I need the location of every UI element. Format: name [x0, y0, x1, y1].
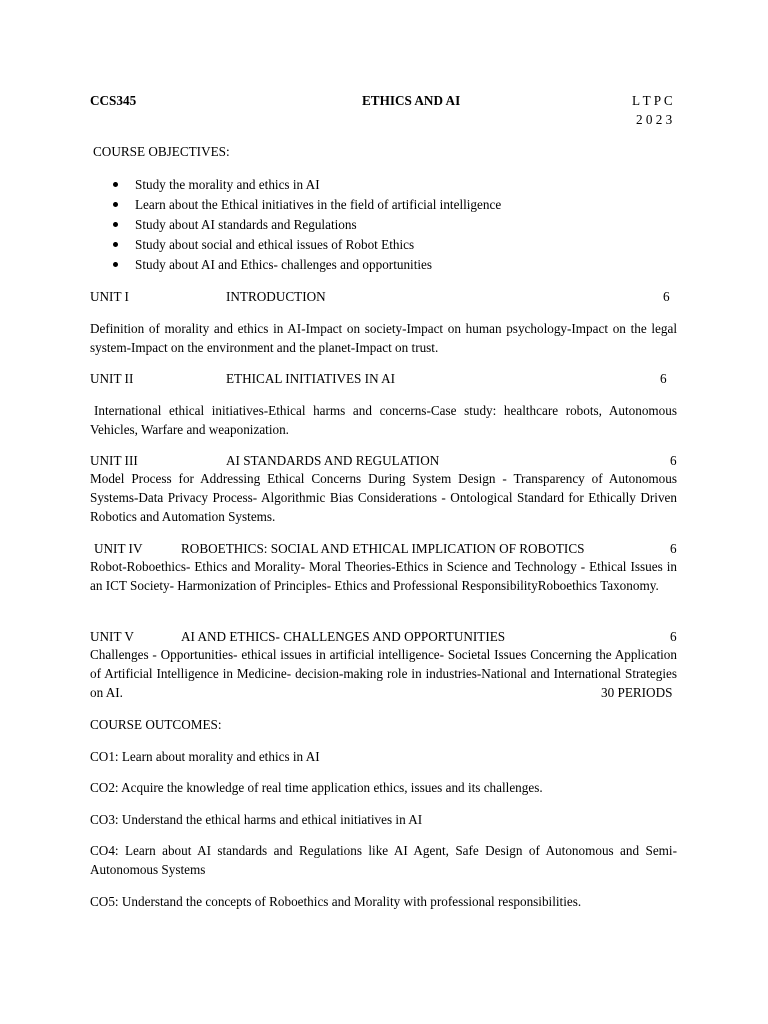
unit-hours: 6	[660, 371, 667, 386]
unit-title: ROBOETHICS: SOCIAL AND ETHICAL IMPLICATION OF ROBOTICS	[181, 541, 585, 556]
outcome-item: CO4: Learn about AI standards and Regulations like AI Agent, Safe Design of Autonomous and Semi-Autonomous Systems	[90, 843, 677, 877]
unit-title: INTRODUCTION	[226, 289, 326, 304]
unit-label: UNIT III	[90, 453, 138, 468]
unit-title: AI STANDARDS AND REGULATION	[226, 453, 440, 468]
unit-hours: 6	[663, 289, 670, 304]
bullet-icon	[113, 242, 118, 247]
unit-title: AI AND ETHICS- CHALLENGES AND OPPORTUNITIES	[181, 629, 506, 644]
unit-label: UNIT IV	[94, 541, 143, 556]
unit-title: ETHICAL INITIATIVES IN AI	[226, 371, 396, 386]
outcome-item: CO5: Understand the concepts of Roboethics and Morality with professional responsibilities.	[90, 894, 582, 909]
objective-item: Learn about the Ethical initiatives in the field of artificial intelligence	[113, 195, 501, 215]
bullet-icon	[113, 262, 118, 267]
objectives-heading: COURSE OBJECTIVES:	[93, 144, 230, 159]
objective-item: Study about AI and Ethics- challenges and opportunities	[113, 255, 501, 275]
unit-hours: 6	[670, 629, 677, 644]
outcome-item: CO1: Learn about morality and ethics in AI	[90, 749, 320, 764]
ltpc-label: L T P C	[632, 93, 673, 108]
unit-content: Definition of morality and ethics in AI-Impact on society-Impact on human psychology-Impact on the legal system-Impact on the environment and the planet-Impact on trust.	[90, 321, 677, 355]
objective-item: Study about social and ethical issues of Robot Ethics	[113, 235, 501, 255]
total-periods: 30 PERIODS	[601, 685, 673, 700]
objective-item: Study the morality and ethics in AI	[113, 175, 501, 195]
outcome-item: CO2: Acquire the knowledge of real time application ethics, issues and its challenges.	[90, 780, 543, 795]
objective-item: Study about AI standards and Regulations	[113, 215, 501, 235]
ltpc-values: 2 0 2 3	[636, 112, 673, 127]
unit-content: International ethical initiatives-Ethical harms and concerns-Case study: healthcare robots, Autonomous Vehicles, Warfare and weaponization.	[90, 403, 677, 437]
objectives-list	[113, 175, 501, 275]
course-code: CCS345	[90, 93, 137, 108]
bullet-icon	[113, 182, 118, 187]
bullet-icon	[113, 202, 118, 207]
outcomes-heading: COURSE OUTCOMES:	[90, 717, 222, 732]
unit-hours: 6	[670, 541, 677, 556]
unit-label: UNIT I	[90, 289, 129, 304]
unit-hours: 6	[670, 453, 677, 468]
unit-content-full: Challenges - Opportunities- ethical issues in artificial intelligence- Societal Issues Concerning the Application of Artificial Intelligence in Medicine- decision-making role in industries-National and International Strategies on AI.	[90, 647, 677, 700]
unit-label: UNIT V	[90, 629, 134, 644]
unit-content: Model Process for Addressing Ethical Concerns During System Design - Transparency of Autonomous Systems-Data Privacy Process- Algorithmic Bias Considerations - Ontological Standard for Ethically Driven Robotics and Automation Systems.	[90, 471, 677, 524]
bullet-icon	[113, 222, 118, 227]
unit-label: UNIT II	[90, 371, 134, 386]
outcome-item: CO3: Understand the ethical harms and ethical initiatives in AI	[90, 812, 423, 827]
course-title: ETHICS AND AI	[362, 93, 461, 108]
unit-content: Robot-Roboethics- Ethics and Morality- Moral Theories-Ethics in Science and Technology - Ethical Issues in an ICT Society- Harmonization of Principles- Ethics and Professional ResponsibilityRoboethics Taxonomy.	[90, 559, 677, 593]
